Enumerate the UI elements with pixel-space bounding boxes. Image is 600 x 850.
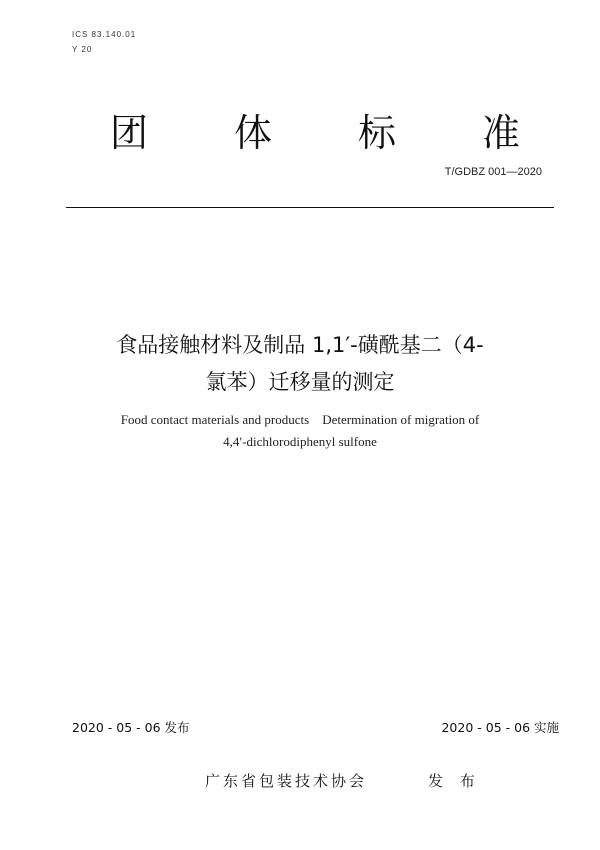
implementation-date: 2020 - 05 - 06 实施 (441, 720, 559, 735)
document-type-heading (110, 102, 520, 157)
issuing-organization: 广东省包装技术协会 (205, 772, 368, 790)
doc-type-char: 团 (110, 111, 149, 155)
english-title-line-1: Food contact materials and products Determination of migration of (120, 412, 480, 427)
header-divider (66, 207, 554, 208)
issue-label: 发 布 (428, 772, 481, 790)
chinese-title-line-1: 食品接触材料及制品 1,1′-磺酰基二（4- (116, 333, 484, 357)
english-title-line-2: 4,4′-dichlorodiphenyl sulfone (223, 434, 377, 449)
doc-type-char: 准 (481, 111, 520, 155)
ics-code: ICS 83.140.01 (72, 30, 137, 39)
chinese-title-line-2: 氯苯）迁移量的测定 (205, 370, 395, 394)
doc-type-char: 标 (357, 111, 396, 155)
doc-type-char: 体 (233, 111, 272, 155)
standard-number: T/GDBZ 001—2020 (444, 166, 542, 178)
ccs-code: Y 20 (72, 45, 93, 54)
publish-date: 2020 - 05 - 06 发布 (72, 720, 190, 735)
